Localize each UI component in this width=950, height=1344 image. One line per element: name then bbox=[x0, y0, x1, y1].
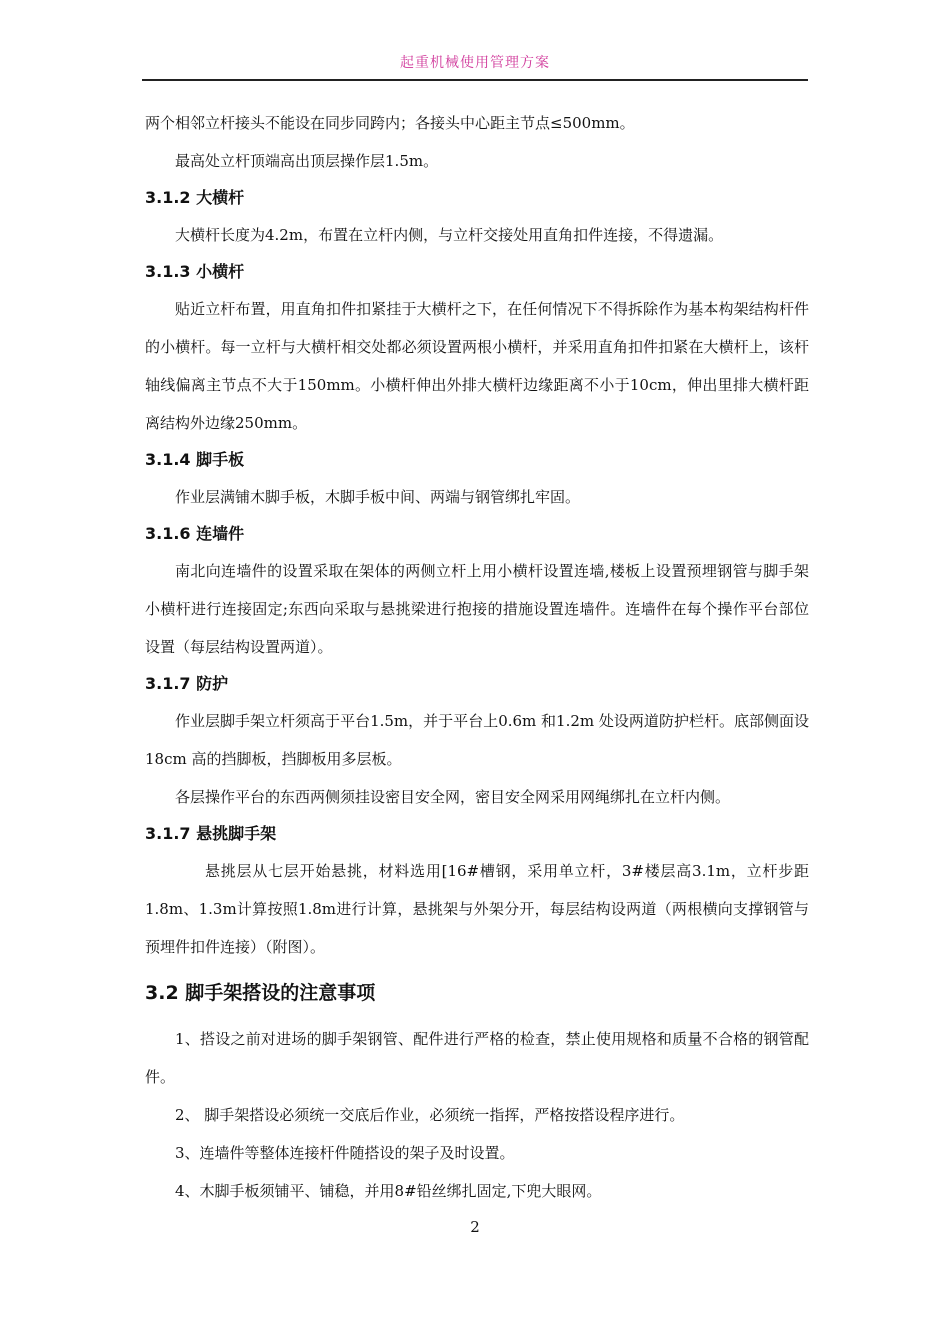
chapter-heading: 3.2 脚手架搭设的注意事项 bbox=[145, 982, 376, 1004]
section-heading: 3.1.7 悬挑脚手架 bbox=[145, 824, 277, 843]
section-heading: 3.1.3 小横杆 bbox=[145, 262, 245, 281]
section-heading: 3.1.6 连墙件 bbox=[145, 524, 245, 543]
header-title: 起重机械使用管理方案 bbox=[400, 55, 550, 71]
document-body bbox=[145, 104, 809, 1210]
page-number: 2 bbox=[470, 1218, 480, 1236]
paragraph: 悬挑层从七层开始悬挑，材料选用[16#槽钢，采用单立杆，3#楼层高3.1m，立杆步距1.8m、1.3m计算按照1.8m进行计算，悬挑架与外架分开，每层结构设两道（两根横向支撑钢管与预埋件扣件连接）（附图）。 bbox=[145, 862, 809, 956]
paragraph: 作业层脚手架立杆须高于平台1.5m，并于平台上0.6m 和1.2m 处设两道防护栏杆。底部侧面设18cm 高的挡脚板，挡脚板用多层板。 bbox=[145, 712, 809, 768]
paragraph: 大横杆长度为4.2m，布置在立杆内侧，与立杆交接处用直角扣件连接，不得遗漏。 bbox=[175, 226, 724, 244]
list-item: 4、木脚手板须铺平、铺稳，并用8#铅丝绑扎固定,下兜大眼网。 bbox=[175, 1182, 602, 1200]
header-divider bbox=[142, 79, 808, 81]
paragraph: 最高处立杆顶端高出顶层操作层1.5m。 bbox=[175, 152, 439, 170]
list-item: 2、 脚手架搭设必须统一交底后作业，必须统一指挥，严格按搭设程序进行。 bbox=[175, 1106, 685, 1124]
paragraph: 南北向连墙件的设置采取在架体的两侧立杆上用小横杆设置连墙,楼板上设置预埋钢管与脚手架小横杆进行连接固定;东西向采取与悬挑梁进行抱接的措施设置连墙件。连墙件在每个操作平台部位设置（每层结构设置两道）。 bbox=[145, 562, 809, 656]
paragraph: 作业层满铺木脚手板，木脚手板中间、两端与钢管绑扎牢固。 bbox=[175, 488, 581, 506]
section-heading: 3.1.2 大横杆 bbox=[145, 188, 245, 207]
paragraph: 贴近立杆布置，用直角扣件扣紧挂于大横杆之下，在任何情况下不得拆除作为基本构架结构杆件的小横杆。每一立杆与大横杆相交处都必须设置两根小横杆，并采用直角扣件扣紧在大横杆上，该杆轴线偏离主节点不大于150mm。小横杆伸出外排大横杆边缘距离不小于10cm，伸出里排大横杆距离结构外边缘250mm。 bbox=[145, 300, 809, 432]
paragraph: 两个相邻立杆接头不能设在同步同跨内；各接头中心距主节点≤500mm。 bbox=[145, 114, 635, 132]
list-item: 1、搭设之前对进场的脚手架钢管、配件进行严格的检查，禁止使用规格和质量不合格的钢管配件。 bbox=[145, 1030, 809, 1086]
section-heading: 3.1.7 防护 bbox=[145, 674, 229, 693]
section-heading: 3.1.4 脚手板 bbox=[145, 450, 245, 469]
paragraph: 各层操作平台的东西两侧须挂设密目安全网，密目安全网采用网绳绑扎在立杆内侧。 bbox=[175, 788, 731, 806]
list-item: 3、连墙件等整体连接杆件随搭设的架子及时设置。 bbox=[175, 1144, 515, 1162]
